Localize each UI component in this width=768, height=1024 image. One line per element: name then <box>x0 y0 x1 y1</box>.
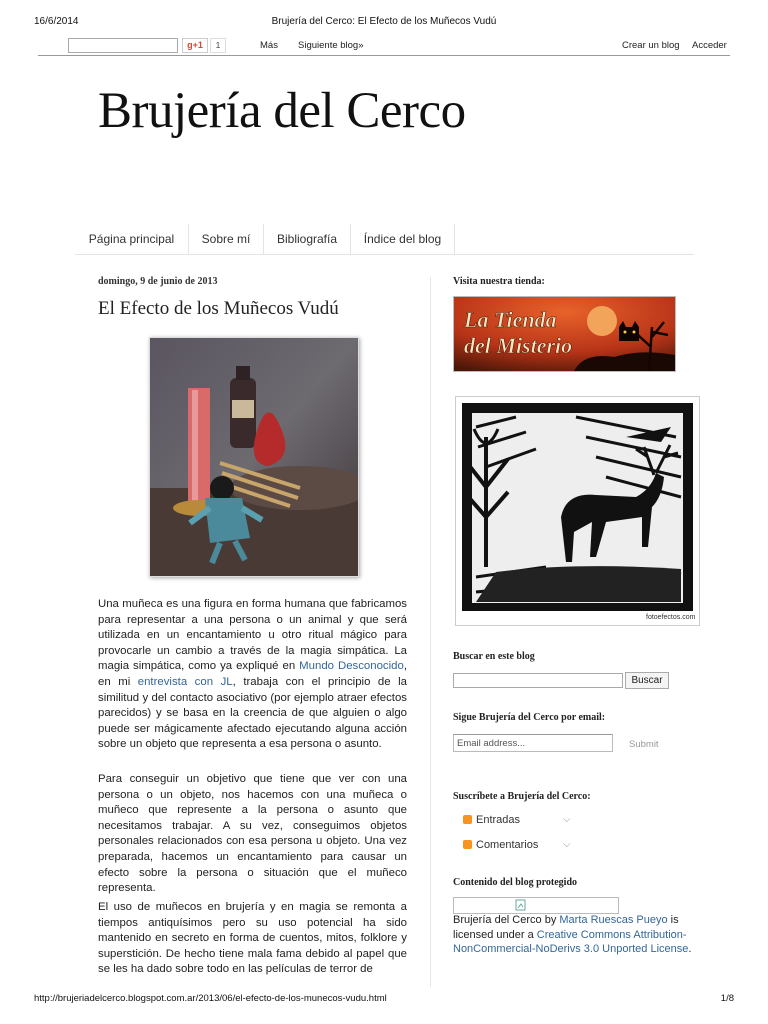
search-heading: Buscar en este blog <box>453 651 535 662</box>
gplus-count: 1 <box>210 38 226 53</box>
post-paragraph-1 <box>98 597 407 753</box>
license-a: Brujería del Cerco by <box>453 914 560 926</box>
license-b: is licensed under a <box>453 914 679 941</box>
more-link[interactable]: Más <box>260 40 278 51</box>
store-heading: Visita nuestra tienda: <box>453 276 545 287</box>
cc-badge-image[interactable] <box>453 897 619 914</box>
login-link[interactable]: Acceder <box>692 40 727 51</box>
cc-license-link[interactable]: Creative Commons Attribution-NonCommercial-NoDerivs 3.0 Unported License <box>453 928 689 955</box>
post-date: domingo, 9 de junio de 2013 <box>98 276 218 287</box>
email-heading: Sigue Brujería del Cerco por email: <box>453 712 606 723</box>
column-divider <box>430 277 431 987</box>
post-paragraph-2: Para conseguir un objetivo que tiene que ver con una persona o un objeto, nos hacemos con una muñeca o muñeco que represente a la persona o asunto que necesitamos trabajar. A su vez, conseguimos objetos personales relacionados con esa persona u objeto. Una vez preparada, hacemos un encantamiento para causar un efecto sobre la persona o situación que el muñeco representa. <box>98 773 407 895</box>
search-input[interactable] <box>453 673 623 688</box>
protected-heading: Contenido del blog protegido <box>453 877 577 888</box>
next-blog-link[interactable]: Siguiente blog» <box>298 40 364 51</box>
print-page-number: 1/8 <box>720 993 734 1004</box>
license-c: . <box>688 943 692 955</box>
store-title-line2: del Misterio <box>464 333 573 358</box>
feed-entries-label: Entradas <box>476 814 521 826</box>
rss-icon <box>463 815 472 824</box>
tab-bibliography[interactable]: Bibliografía <box>264 224 351 254</box>
p1-text-b: , en mi <box>98 660 407 688</box>
email-submit-button[interactable]: Submit <box>629 739 659 750</box>
p1-text-c: , trabaja con el principio de la similitud y del contacto asociativo (por ejemplo atraer efectos parecidos) y se basa en la creencia de que alguien o algo puede ser mágicamente afectado ejecutando alguna acción sobre un objeto que representa a esa persona o asunto. <box>98 675 408 751</box>
print-title: Brujería del Cerco: El Efecto de los Muñecos Vudú <box>271 16 497 27</box>
navbar-search-input[interactable] <box>68 38 178 53</box>
store-banner[interactable] <box>453 296 676 372</box>
author-link[interactable]: Marta Ruescas Pueyo <box>559 914 668 926</box>
print-date: 16/6/2014 <box>34 16 79 27</box>
chevron-down-icon[interactable]: ⌵ <box>563 814 571 825</box>
gplus-button[interactable]: g+1 <box>182 38 208 53</box>
post-paragraph-3: El uso de muñecos en brujería y en magia se remonta a tiempos antiquísimos pero su uso potencial ha sido mantenido en secreto en forma de cuentos, mitos, folklore y superstición. De hecho tiene mala fama debido al papel que se les ha dado sobre todo en las películas de terror de <box>98 901 407 976</box>
post-title[interactable]: El Efecto de los Muñecos Vudú <box>98 298 339 319</box>
email-field[interactable]: Email address... <box>453 734 613 752</box>
create-blog-link[interactable]: Crear un blog <box>622 40 680 51</box>
chevron-down-icon[interactable]: ⌵ <box>563 839 571 850</box>
post-image[interactable] <box>149 337 359 577</box>
search-button[interactable]: Buscar <box>625 672 669 689</box>
link-entrevista-jl[interactable]: entrevista con JL <box>137 675 233 688</box>
subscribe-heading: Suscríbete a Brujería del Cerco: <box>453 791 591 802</box>
p1-text-a: Una muñeca es una figura en forma humana que fabricamos para representar a una persona o un animal y que será utilizada en un encantamiento u otro ritual mágico para provocarle un cambio a través de la magia simpática. La magia simpática, como ya expliqué en <box>98 598 407 673</box>
feed-comments[interactable] <box>463 839 571 851</box>
tab-home[interactable]: Página principal <box>75 224 189 254</box>
license-text <box>453 913 703 957</box>
rss-icon <box>463 840 472 849</box>
feed-comments-label: Comentarios <box>476 839 539 851</box>
deer-woodcut-image[interactable] <box>455 396 700 626</box>
feed-entries[interactable] <box>463 814 571 826</box>
store-title-line1: La Tienda <box>464 307 557 332</box>
tab-about[interactable]: Sobre mí <box>189 224 264 254</box>
deer-credit: fotoefectos.com <box>646 614 696 621</box>
blog-title[interactable]: Brujería del Cerco <box>98 83 466 139</box>
tab-index[interactable]: Índice del blog <box>351 224 455 254</box>
link-mundo-desconocido[interactable]: Mundo Desconocido <box>299 660 404 673</box>
print-url: http://brujeriadelcerco.blogspot.com.ar/2013/06/el-efecto-de-los-munecos-vudu.html <box>34 993 387 1004</box>
